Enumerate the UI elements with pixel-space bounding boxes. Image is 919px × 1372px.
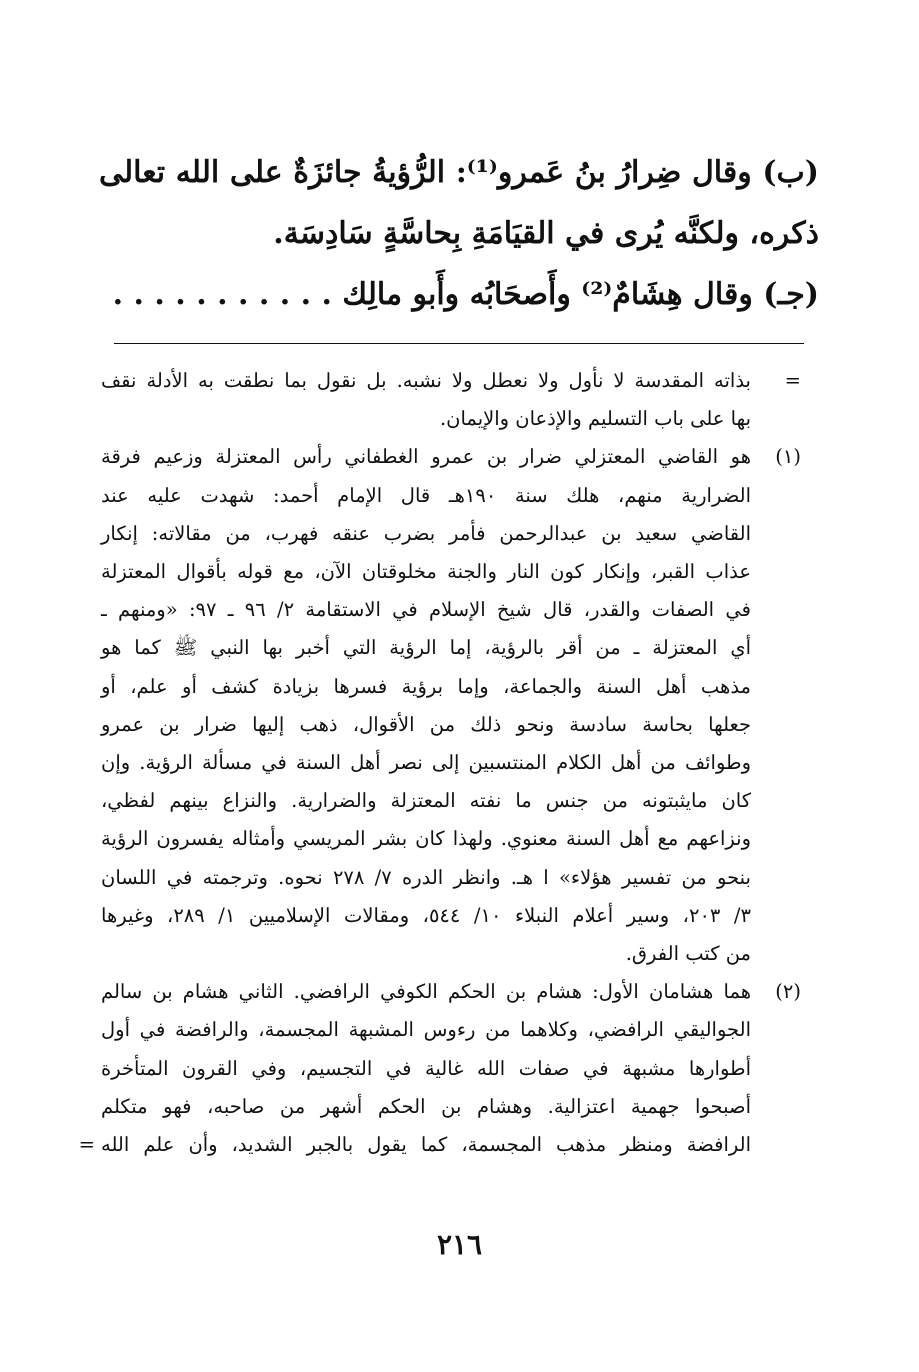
footnotes: [78, 362, 801, 1164]
footnote-line: الجواليقي الرافضي، وكلاهما من رءوس المشبهة المجسمة، والرافضة في أول: [101, 1018, 751, 1042]
footnote-line: أصبحوا جهمية اعتزالية. وهشام بن الحكم أشهر من صاحبه، فهو متكلم: [101, 1094, 751, 1118]
footnote-marker: =: [784, 369, 801, 392]
page-number: ٢١٦: [436, 1228, 483, 1261]
footnote-line: كان مايثبتونه من جنس ما نفته المعتزلة والضرارية. والنزاع بينهم لفظي،: [101, 789, 751, 813]
main-text: [99, 142, 819, 325]
footnote-line: عذاب القبر، وإنكار كون النار والجنة مخلوقتان الآن، مع قوله بأقوال المعتزلة: [101, 560, 751, 584]
main-text-line: (جـ) وقال هِشَامٌ⁽²⁾ وأَصحَابُه وأَبو مالِك . . . . . . . . . . .: [112, 277, 819, 312]
footnote-line: ٣/ ٢٠٣، وسير أعلام النبلاء ١٠/ ٥٤٤، ومقالات الإسلاميين ١/ ٢٨٩، وغيرها: [101, 903, 751, 927]
continuation-mark: =: [78, 1133, 95, 1157]
footnote-line: ونزاعهم مع أهل السنة معنوي. ولهذا كان بشر المريسي وأمثاله يفسرون الرؤية: [101, 827, 751, 851]
footnote-line: أطوارها مشبهة في صفات الله غالية في التجسيم، وفي القرون المتأخرة: [101, 1056, 751, 1080]
footnote-continuation: [101, 362, 801, 438]
footnote-2: [78, 973, 801, 1164]
footnote-line: مذهب أهل السنة والجماعة، وإما برؤية فسرها بزيادة كشف أو علم، أو: [101, 674, 751, 698]
footnote-line: بنحو من تفسير هؤلاء» ا هـ. وانظر الدره ٧/ ٢٧٨ نحوه. وترجمته في اللسان: [101, 865, 751, 889]
footnote-marker: (٢): [775, 980, 801, 1004]
footnote-line: الضرارية منهم، هلك سنة ١٩٠هـ قال الإمام أحمد: شهدت عليه عند: [101, 483, 752, 507]
footnote-line: بذاته المقدسة لا نأول ولا نعطل ولا نشبه. بل نقول بما نطقت به الأدلة نقف: [101, 369, 751, 392]
footnote-separator: [114, 343, 804, 344]
main-text-line: (ب) وقال ضِرارُ بنُ عَمرو⁽¹⁾: الرُّؤيةُ جائزَةٌ على الله تعالى: [99, 155, 819, 190]
footnote-marker: (١): [775, 445, 801, 469]
footnote-line: في الصفات والقدر، قال شيخ الإسلام في الاستقامة ٢/ ٩٦ ـ ٩٧: «ومنهم ـ: [101, 598, 751, 622]
footnote-line: بها على باب التسليم والإذعان والإيمان.: [439, 407, 751, 431]
footnote-line: جعلها بحاسة سادسة ونحو ذلك من الأقوال، ذهب إليها ضرار بن عمرو: [101, 712, 751, 736]
footnote-line: أي المعتزلة ـ من أقر بالرؤية، إما الرؤية التي أخبر بها النبي ﷺ كما هو: [101, 636, 751, 660]
footnote-line: هما هشامان الأول: هشام بن الحكم الكوفي الرافضي. الثاني هشام بن سالم: [101, 980, 751, 1004]
footnote-1: [101, 438, 801, 973]
footnote-line: وطوائف من أهل الكلام المنتسبين إلى نصر أهل السنة في مسألة الرؤية. وإن: [101, 751, 751, 775]
footnote-line: الرافضة ومنظر مذهب المجسمة، كما يقول بالجبر الشديد، وأن علم الله: [101, 1133, 751, 1157]
main-text-line: ذكره، ولكنَّه يُرى في القيَامَةِ بِحاسَّةٍ سَادِسَة.: [273, 216, 819, 251]
footnote-line: من كتب الفرق.: [625, 942, 751, 966]
footnote-line: هو القاضي المعتزلي ضرار بن عمرو الغطفاني رأس المعتزلة وزعيم فرقة: [101, 445, 751, 469]
footnote-line: القاضي سعيد بن عبدالرحمن فأمر بضرب عنقه فهرب، من مقالاته: إنكار: [101, 521, 751, 545]
